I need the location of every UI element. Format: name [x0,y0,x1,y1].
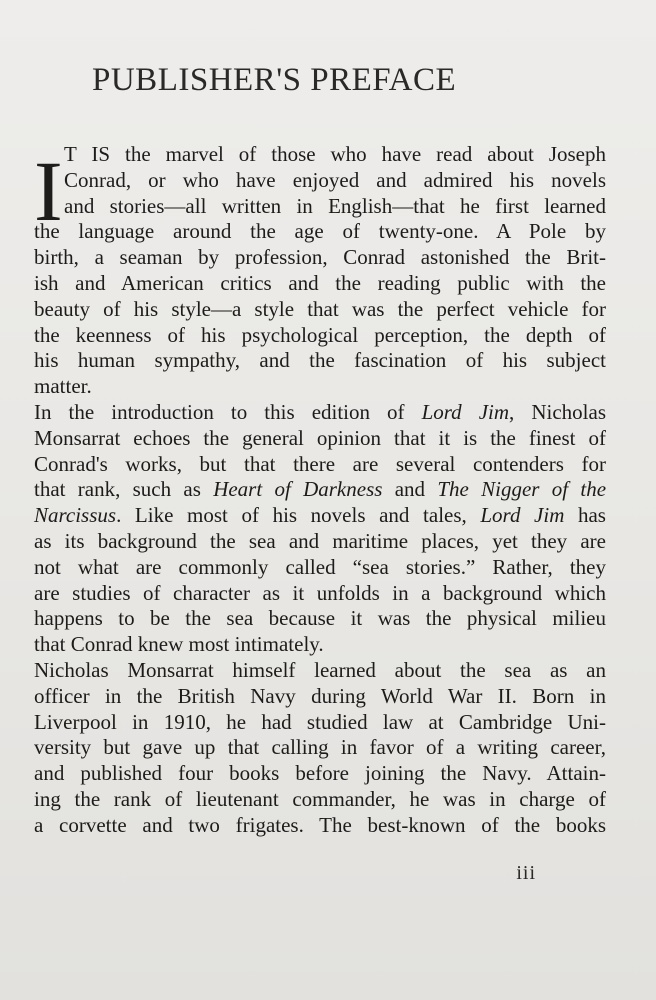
text-line: Narcissus. Like most of his novels and tales, Lord Jim has [34,503,606,528]
text-line: Monsarrat echoes the general opinion that it is the finest of [34,425,606,450]
text-line: that rank, such as Heart of Darkness and The Nigger of the [34,477,607,502]
text-line: his human sympathy, and the fascination of his subject [34,348,606,373]
body-text [34,142,606,839]
text-line: Liverpool in 1910, he had studied law at Cambridge Uni- [34,709,606,734]
text-line: Conrad, or who have enjoyed and admired his novels [64,167,606,192]
text-line: happens to be the sea because it was the physical milieu [34,606,606,631]
text-line: and stories—all written in English—that he first learned [64,193,606,218]
text-line: matter. [34,374,92,399]
text-line: officer in the British Navy during World War II. Born in [34,683,606,708]
page-title: PUBLISHER'S PREFACE [92,62,457,98]
text-line: the language around the age of twenty-one. A Pole by [34,219,606,244]
text-line: as its background the sea and maritime places, yet they are [34,528,606,553]
text-line: Nicholas Monsarrat himself learned about the sea as an [34,657,606,682]
text-line: a corvette and two frigates. The best-known of the books [34,812,606,837]
text-line: T IS the marvel of those who have read about Joseph [64,142,606,166]
text-line: that Conrad knew most intimately. [34,632,324,657]
text-line: not what are commonly called “sea stories.” Rather, they [34,554,606,579]
text-line: ish and American critics and the reading public with the [34,270,606,295]
text-line: versity but gave up that calling in favor of a writing career, [34,735,606,760]
page-number: iii [516,862,536,884]
drop-cap: I [34,143,63,239]
text-line: the keenness of his psychological perception, the depth of [34,322,606,347]
text-line: and published four books before joining the Navy. Attain- [34,761,606,786]
text-line: birth, a seaman by profession, Conrad astonished the Brit- [34,245,606,270]
text-line: Conrad's works, but that there are several contenders for [34,451,606,476]
text-line: In the introduction to this edition of Lord Jim, Nicholas [34,399,606,424]
text-line: are studies of character as it unfolds in a background which [34,580,606,605]
text-line: beauty of his style—a style that was the perfect vehicle for [34,296,606,321]
text-line: ing the rank of lieutenant commander, he was in charge of [34,786,606,811]
